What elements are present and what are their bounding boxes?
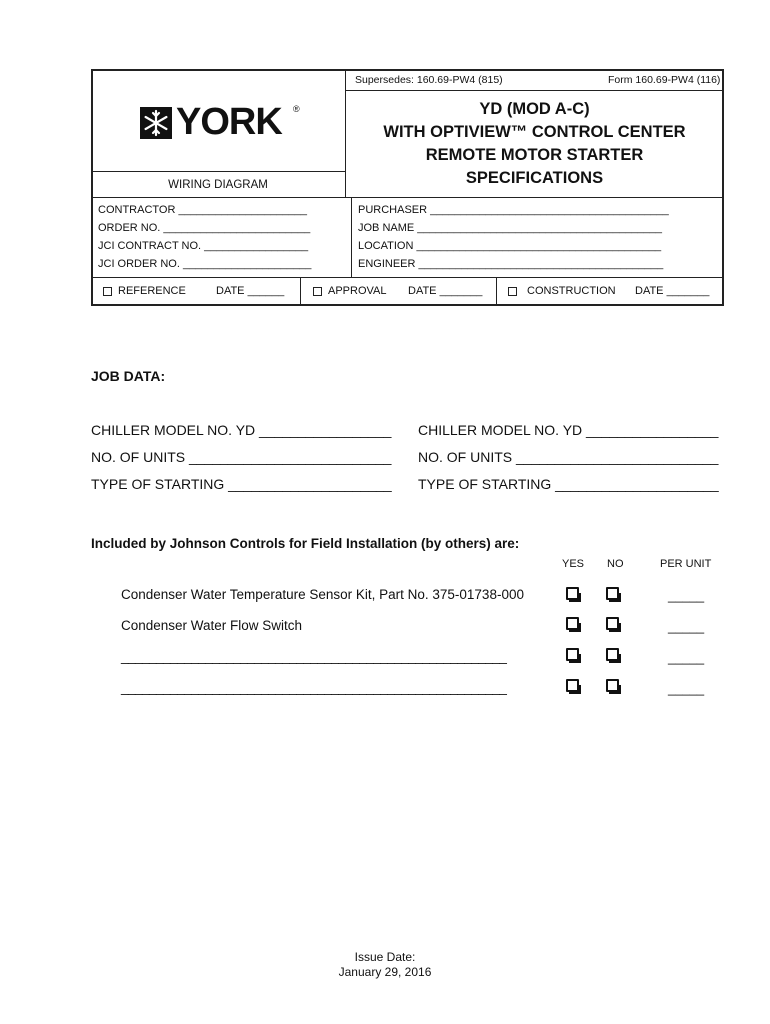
brand-name: YORK	[176, 101, 282, 143]
document-title	[345, 98, 724, 190]
field-contractor[interactable]: CONTRACTOR _____________________	[98, 204, 307, 216]
col-no: NO	[607, 558, 624, 570]
supersedes-text: Supersedes: 160.69-PW4 (815)	[355, 74, 503, 86]
item-4-yes-checkbox[interactable]	[566, 679, 579, 692]
field-order-no[interactable]: ORDER NO. ________________________	[98, 222, 311, 234]
field-jci-order[interactable]: JCI ORDER NO. _____________________	[98, 258, 312, 270]
starting-left[interactable]: TYPE OF STARTING _____________________	[91, 476, 392, 492]
item-1-no-checkbox[interactable]	[606, 587, 619, 600]
job-data-heading: JOB DATA:	[91, 368, 166, 384]
col-yes: YES	[562, 558, 585, 570]
field-job-name[interactable]: JOB NAME ________________________________________	[358, 222, 662, 234]
reference-label: REFERENCE	[118, 285, 186, 297]
included-heading: Included by Johnson Controls for Field Installation (by others) are:	[91, 536, 520, 551]
units-left[interactable]: NO. OF UNITS __________________________	[91, 449, 392, 465]
reference-date[interactable]: DATE ______	[216, 285, 285, 297]
item-2-no-checkbox[interactable]	[606, 617, 619, 630]
field-engineer[interactable]: ENGINEER ________________________________________	[358, 258, 664, 270]
york-logo	[140, 101, 310, 144]
item-label-3[interactable]: _______________________________________________________	[121, 649, 507, 664]
divider-status-2	[496, 277, 497, 306]
registered-mark: ®	[293, 104, 300, 114]
wiring-diagram-label: WIRING DIAGRAM	[168, 179, 268, 191]
divider-fields	[351, 197, 352, 277]
item-1-per-unit[interactable]: _____	[668, 588, 705, 603]
issue-date: January 29, 2016	[338, 965, 432, 979]
item-4-no-checkbox[interactable]	[606, 679, 619, 692]
divider-status-1	[300, 277, 301, 306]
item-4-per-unit[interactable]: _____	[668, 681, 705, 696]
item-3-yes-checkbox[interactable]	[566, 648, 579, 661]
reference-checkbox[interactable]	[103, 287, 112, 296]
snowflake-icon	[140, 107, 172, 139]
field-jci-contract[interactable]: JCI CONTRACT NO. _________________	[98, 240, 309, 252]
approval-checkbox[interactable]	[313, 287, 322, 296]
item-label-1: Condenser Water Temperature Sensor Kit, Part No. 375-01738-000	[121, 587, 524, 602]
item-label-4[interactable]: _______________________________________________________	[121, 680, 507, 695]
item-label-2: Condenser Water Flow Switch	[121, 618, 303, 633]
item-1-yes-checkbox[interactable]	[566, 587, 579, 600]
approval-label: APPROVAL	[328, 285, 387, 297]
item-2-yes-checkbox[interactable]	[566, 617, 579, 630]
form-number: Form 160.69-PW4 (116)	[608, 74, 721, 86]
construction-date[interactable]: DATE _______	[635, 285, 710, 297]
item-2-per-unit[interactable]: _____	[668, 619, 705, 634]
title-line-2: WITH OPTIVIEW™ CONTROL CENTER	[383, 123, 686, 141]
units-right[interactable]: NO. OF UNITS __________________________	[418, 449, 719, 465]
field-purchaser[interactable]: PURCHASER _______________________________________	[358, 204, 669, 216]
item-3-per-unit[interactable]: _____	[668, 650, 705, 665]
divider-status-top	[91, 277, 724, 278]
chiller-model-left[interactable]: CHILLER MODEL NO. YD _________________	[91, 422, 392, 438]
divider-supersedes	[345, 90, 724, 91]
chiller-model-right[interactable]: CHILLER MODEL NO. YD _________________	[418, 422, 719, 438]
col-per-unit: PER UNIT	[660, 558, 712, 570]
title-line-4: SPECIFICATIONS	[465, 169, 604, 187]
item-3-no-checkbox[interactable]	[606, 648, 619, 661]
title-line-1: YD (MOD A-C)	[479, 100, 590, 118]
construction-checkbox[interactable]	[508, 287, 517, 296]
approval-date[interactable]: DATE _______	[408, 285, 483, 297]
issue-date-label: Issue Date:	[354, 950, 416, 964]
divider-wiring-top	[91, 171, 345, 172]
title-line-3: REMOTE MOTOR STARTER	[425, 146, 644, 164]
starting-right[interactable]: TYPE OF STARTING _____________________	[418, 476, 719, 492]
construction-label: CONSTRUCTION	[527, 285, 616, 297]
divider-title-bottom	[91, 197, 724, 198]
field-location[interactable]: LOCATION ________________________________________	[358, 240, 662, 252]
